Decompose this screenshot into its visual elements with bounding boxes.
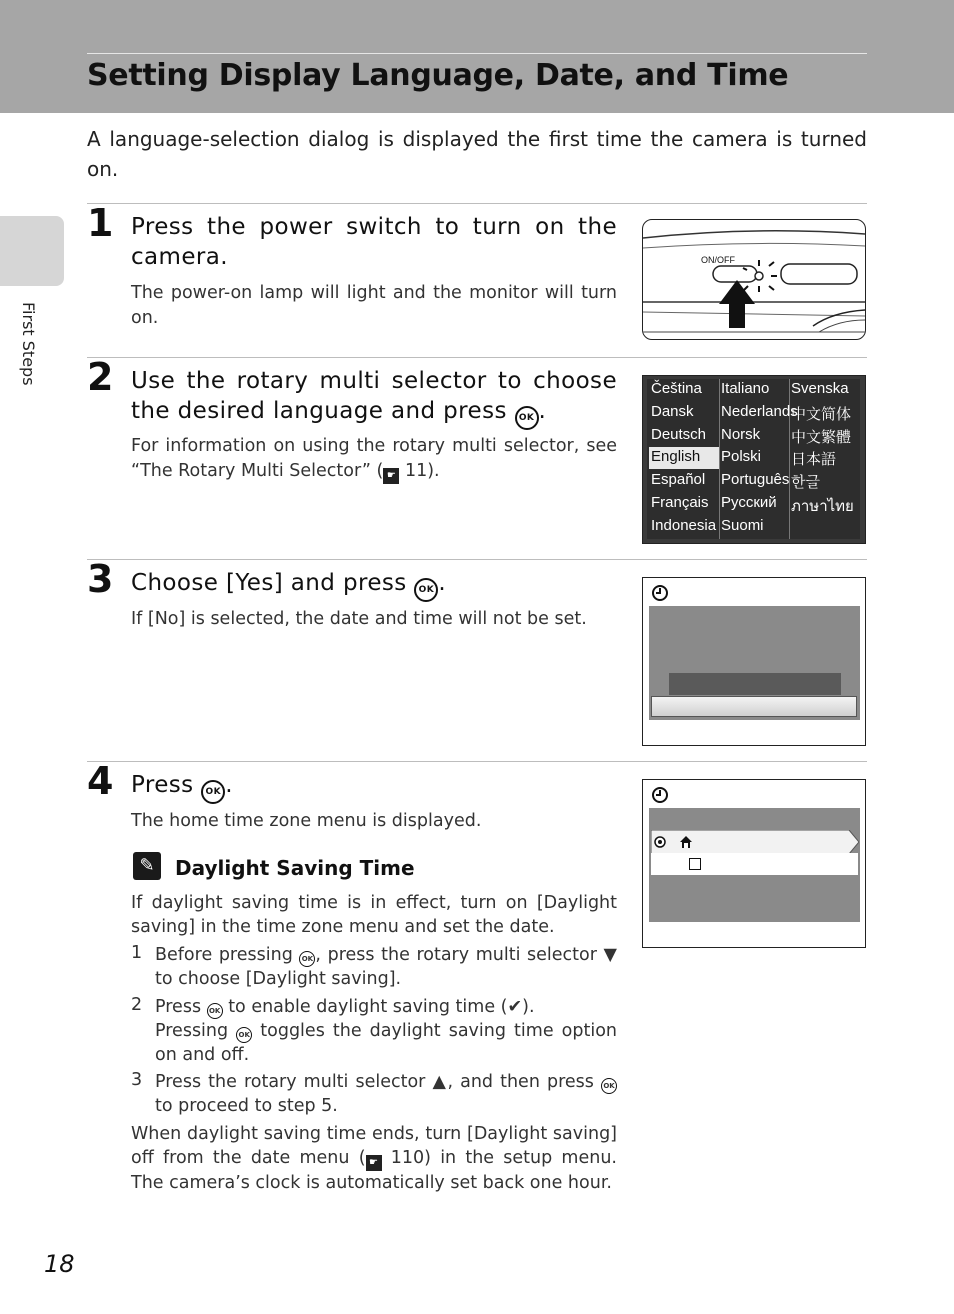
language-selection-screen xyxy=(642,375,866,544)
header-rule xyxy=(87,53,867,54)
language-option[interactable]: Polski xyxy=(721,448,762,466)
step-number: 1 xyxy=(87,201,114,245)
dialog-selected-option xyxy=(651,696,857,717)
ok-button-icon: OK xyxy=(414,578,438,602)
intro-text: A language-selection dialog is displayed the first time the camera is turned on. xyxy=(87,127,867,181)
step-body: For information on using the rotary multi selector, see “The Rotary Multi Selector” ( ☛ 11). xyxy=(131,434,617,484)
list-number: 3 xyxy=(131,1070,143,1090)
language-option[interactable]: Svenska xyxy=(791,380,849,397)
language-option[interactable]: Português xyxy=(721,471,790,489)
language-option[interactable]: Norsk xyxy=(721,425,761,443)
checkbox-icon xyxy=(689,858,701,870)
check-icon: ✔ xyxy=(507,997,523,1017)
step-body: If [No] is selected, the date and time will not be set. xyxy=(131,609,587,629)
ok-button-icon: OK xyxy=(299,951,315,967)
language-option[interactable]: English xyxy=(651,448,701,466)
page-number: 18 xyxy=(44,1250,75,1278)
ok-button-icon: OK xyxy=(601,1078,617,1094)
language-option[interactable]: Nederlands xyxy=(721,402,798,420)
reference-icon: ☛ xyxy=(383,468,399,484)
list-number: 2 xyxy=(131,995,143,1015)
language-option[interactable]: 한글 xyxy=(791,474,820,492)
divider xyxy=(87,761,867,762)
step-number: 3 xyxy=(87,557,114,601)
time-zone-screen xyxy=(642,779,866,948)
list-item: Press OK to enable daylight saving time (✔). Pressing OK toggles the daylight saving time option on and off. xyxy=(155,997,617,1065)
language-option[interactable]: Deutsch xyxy=(651,425,707,443)
clock-icon xyxy=(651,786,669,804)
step-heading: Press OK . xyxy=(131,770,617,804)
language-option[interactable]: Indonesia xyxy=(651,516,717,534)
language-option[interactable]: 中文繁體 xyxy=(791,428,852,446)
dialog-option-bar xyxy=(669,673,841,695)
step-number: 2 xyxy=(87,355,114,399)
date-dialog-screen xyxy=(642,577,866,746)
note-outro: When daylight saving time ends, turn [Daylight saving] off from the date menu ( ☛ 110) in the setup menu. The camera’s clock is automatically set back one hour. xyxy=(131,1124,617,1193)
language-option[interactable]: Español xyxy=(651,471,706,489)
page-title: Setting Display Language, Date, and Time xyxy=(87,58,789,93)
step-number: 4 xyxy=(87,759,114,803)
language-option[interactable]: 中文简体 xyxy=(791,405,852,423)
ok-button-icon: OK xyxy=(236,1027,252,1043)
ok-button-icon: OK xyxy=(207,1003,223,1019)
home-icon xyxy=(679,835,693,849)
chapter-tab xyxy=(0,216,64,286)
language-option[interactable]: Русский xyxy=(721,494,777,511)
divider xyxy=(87,357,867,358)
language-option[interactable]: Čeština xyxy=(651,380,702,397)
list-number: 1 xyxy=(131,943,143,963)
language-option[interactable]: ภาษาไทย xyxy=(791,498,854,515)
daylight-saving-row xyxy=(651,853,858,875)
language-option[interactable]: Suomi xyxy=(721,516,764,534)
step-heading: Press the power switch to turn on the camera. xyxy=(131,214,617,270)
step-heading: Use the rotary multi selector to choose the desired language and press OK . xyxy=(131,366,617,430)
divider xyxy=(87,203,867,204)
camera-body-svg xyxy=(643,220,865,339)
ok-button-icon: OK xyxy=(515,406,539,430)
chapter-label: First Steps xyxy=(19,302,38,386)
up-arrow-icon: ▲ xyxy=(432,1072,448,1092)
down-arrow-icon: ▼ xyxy=(603,945,618,965)
list-item: Before pressing OK , press the rotary multi selector ▼ to choose [Daylight saving]. xyxy=(155,945,618,989)
language-option[interactable]: 日本語 xyxy=(791,451,837,469)
note-pencil-icon: ✎ xyxy=(133,852,161,880)
on-off-label: ON/OFF xyxy=(701,255,735,265)
step-body: The power-on lamp will light and the monitor will turn on. xyxy=(131,283,617,328)
clock-icon xyxy=(651,584,669,602)
language-option[interactable]: Français xyxy=(651,494,709,511)
note-intro: If daylight saving time is in effect, turn on [Daylight saving] in the time zone menu and set the date. xyxy=(131,893,617,937)
step-body: The home time zone menu is displayed. xyxy=(131,811,482,831)
language-option[interactable]: Italiano xyxy=(721,380,770,397)
reference-icon: ☛ xyxy=(366,1155,382,1171)
header-band xyxy=(0,0,954,113)
list-item: Press the rotary multi selector ▲, and then press OK to proceed to step 5. xyxy=(155,1070,617,1118)
camera-top-illustration xyxy=(642,219,866,340)
language-option[interactable]: Dansk xyxy=(651,402,694,420)
step-heading: Choose [Yes] and press OK . xyxy=(131,568,617,602)
divider xyxy=(87,559,867,560)
ok-button-icon: OK xyxy=(201,780,225,804)
note-title: Daylight Saving Time xyxy=(175,856,415,880)
